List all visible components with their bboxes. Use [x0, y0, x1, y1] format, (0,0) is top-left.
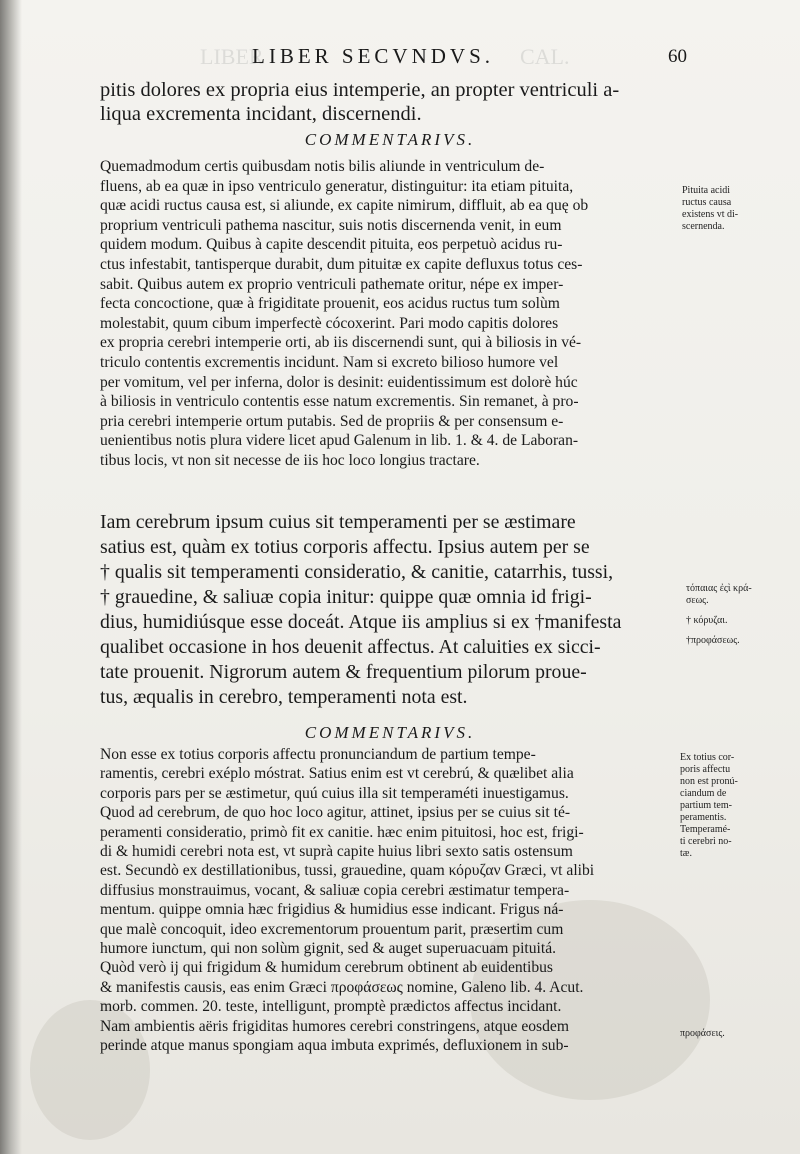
text-line: tate prouenit. Nigrorum autem & frequentium pilorum proue-	[100, 661, 587, 683]
text-line: diffusius monstrauimus, vocant, & saliuæ copia cerebri æstimatur tempera-	[100, 881, 570, 899]
margin-line: † κόρυζαι.	[686, 615, 728, 626]
text-line: pria cerebri intemperie ortum putabis. Sed de propriis & per consensum e-	[100, 412, 564, 430]
text-line: Non esse ex totius corporis affectu pronunciandum de partium tempe-	[100, 746, 536, 763]
commentary-1	[100, 157, 680, 471]
text-line: triculo contentis excrementis incidunt. Nam si excreto bilioso humore vel	[100, 353, 559, 371]
commentary-heading: COMMENTARIVS.	[304, 723, 476, 742]
text-line: est. Secundò ex destillationibus, tussi, grauedine, quam κόρυζαν Græci, vt alibi	[100, 862, 595, 880]
text-line: molestabit, quum cibum imperfectè cócoxerint. Pari modo capitis dolores	[100, 314, 559, 332]
text-line: tibus locis, vt non sit necesse de iis hoc loco longius tractare.	[100, 451, 480, 469]
main-text-1	[100, 78, 680, 126]
margin-line: ti cerebri no-	[680, 836, 732, 847]
margin-line: σεως.	[686, 595, 709, 606]
page-header	[0, 44, 800, 74]
text-line: quidem modum. Quibus à capite descendit pituita, eos perpetuò acidus ru-	[100, 236, 563, 254]
text-line: liqua excrementa incidant, discernendi.	[100, 103, 422, 125]
text-line: peramenti consideratio, primò fit ex canitie. hæc enim pituitosi, hoc est, frigi-	[100, 823, 584, 841]
text-line: † qualis sit temperamenti consideratio, & canitie, catarrhis, tussi,	[100, 561, 614, 583]
text-line: ctus infestabit, tantisperque durabit, dum pituitæ ex capite defluxus totus ces-	[100, 255, 583, 273]
margin-line: peramentis.	[680, 812, 727, 823]
text-line: Quemadmodum certis quibusdam notis bilis aliunde in ventriculum de-	[100, 158, 545, 175]
bleed-through-text: CAL.	[520, 44, 570, 69]
text-line: Nam ambientis aëris frigiditas humores cerebri constringens, atque eosdem	[100, 1017, 569, 1035]
bleed-through-text: LIBER	[200, 44, 264, 69]
text-line: perinde atque manus spongiam aqua imbuta exprimés, defluxionem in sub-	[100, 1037, 569, 1055]
commentary-heading: COMMENTARIVS.	[304, 130, 476, 149]
margin-line: Pituita acidi	[682, 185, 731, 196]
text-line: Quod ad cerebrum, de quo hoc loco agitur, attinet, ipsius per se cuius sit té-	[100, 804, 571, 822]
text-line: ramentis, cerebri exéplo móstrat. Satius enim est vt cerebrú, & quælibet alia	[100, 765, 574, 783]
main-text-2	[100, 510, 680, 710]
page-gutter-shadow	[0, 0, 22, 1154]
text-line: à biliosis in ventriculo contentis esse natum excrementis. Sin remanet, à pro-	[100, 393, 579, 411]
margin-line: προφάσεις.	[680, 1028, 725, 1039]
text-line: uenientibus notis plura videre licet apud Galenum in lib. 1. & 4. de Laboran-	[100, 432, 579, 450]
text-line: quæ acidi ructus causa est, si aliunde, ex capite nimirum, diffluit, ab ea quę ob	[100, 197, 589, 215]
margin-line: scernenda.	[682, 221, 725, 232]
text-line: qualibet occasione in hos deuenit affectus. At caluities ex sicci-	[100, 636, 601, 658]
margin-line: non est pronú-	[680, 776, 738, 787]
text-line: mentum. quippe omnia hæc frigidius & humidius esse indicant. Frigus ná-	[100, 901, 564, 919]
text-line: fecta concoctione, quæ à frigiditate prouenit, eos acidus ructus tum solùm	[100, 295, 560, 313]
margin-line: †προφάσεως.	[686, 635, 740, 646]
text-line: corporis pars per se æstimetur, quú cuius illa sit temperaméti inuestigamus.	[100, 784, 569, 802]
text-line: tus, æqualis in cerebro, temperamenti nota est.	[100, 686, 468, 708]
margin-note-greek	[686, 583, 786, 647]
text-line: Quòd verò ij qui frigidum & humidum cerebrum obtinent ab euidentibus	[100, 959, 554, 977]
margin-line: Temperamé-	[680, 824, 731, 835]
text-line: que malè concoquit, ideo excrementorum prouentum parit, præsertim cum	[100, 920, 564, 938]
text-line: proprium ventriculi pathema nascitur, suis notis discernenda venit, in eum	[100, 216, 562, 234]
text-line: ex propria cerebri intemperie orti, ab iis discernendi sunt, qui à biliosis in vé-	[100, 334, 582, 352]
margin-line: τόπαιας ἐςὶ κρά-	[686, 583, 752, 594]
margin-line: poris affectu	[680, 764, 731, 775]
commentary-2	[100, 745, 680, 1056]
margin-line: tæ.	[680, 848, 692, 859]
margin-line: ructus causa	[682, 197, 732, 208]
margin-line: partium tem-	[680, 800, 732, 811]
text-line: dius, humidiúsque esse doceát. Atque iis amplius si ex †manifesta	[100, 611, 622, 633]
margin-line: existens vt di-	[682, 209, 739, 220]
margin-line: Ex totius cor-	[680, 752, 735, 763]
text-line: satius est, quàm ex totius corporis affectu. Ipsius autem per se	[100, 536, 590, 558]
margin-note	[682, 185, 782, 233]
margin-line: ciandum de	[680, 788, 727, 799]
margin-note	[680, 752, 790, 860]
text-line: morb. commen. 20. teste, intelligunt, promptè prædictos affectus incidant.	[100, 998, 562, 1016]
text-line: Iam cerebrum ipsum cuius sit temperamenti per se æstimare	[100, 511, 576, 533]
text-line: di & humidi cerebri nota est, vt suprà capite huius libri sexto satis ostensum	[100, 843, 573, 861]
running-head: LIBER SECVNDVS.	[252, 44, 495, 68]
margin-note-greek	[680, 1028, 770, 1040]
text-line: fluens, ab ea quæ in ipso ventriculo generatur, distinguitur: ita etiam pituita,	[100, 177, 574, 195]
text-line: per vomitum, vel per inferna, dolor is desinit: euidentissimum est dolorè húc	[100, 373, 578, 391]
text-line: & manifestis causis, eas enim Græci προφάσεως nomine, Galeno lib. 4. Acut.	[100, 978, 584, 996]
text-line: pitis dolores ex propria eius intemperie, an propter ventriculi a-	[100, 79, 620, 101]
text-line: sabit. Quibus autem ex proprio ventriculi pathemate oritur, népe ex imper-	[100, 275, 564, 293]
text-line: humore iunctum, qui non solùm gignit, sed & auget superuacuam pituitá.	[100, 940, 557, 958]
text-line: † grauedine, & saliuæ copia initur: quippe quæ omnia id frigi-	[100, 586, 592, 608]
page-number: 60	[668, 46, 687, 67]
